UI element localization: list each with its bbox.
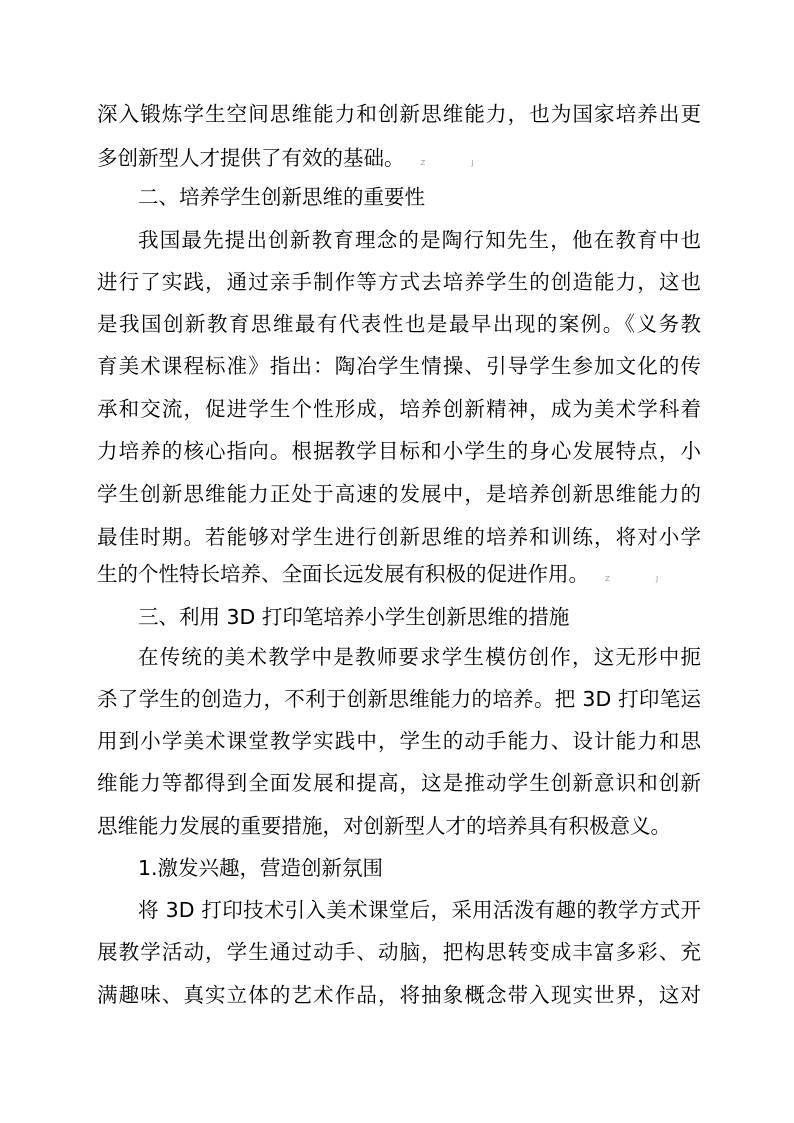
text-line: 承和交流，促进学生个性形成，培养创新精神，成为美术学科着	[97, 397, 701, 421]
text-line: 用到小学美术课堂教学实践中，学生的动手能力、设计能力和思	[97, 729, 701, 753]
text-line: 生的个性特长培养、全面长远发展有积极的促进作用。 Z J	[97, 562, 681, 586]
text-line: 是我国创新教育思维最有代表性也是最早出现的案例。《义务教	[97, 312, 701, 336]
text-line: 力培养的核心指向。根据教学目标和小学生的身心发展特点，小	[97, 439, 701, 463]
text-line: 在传统的美术教学中是教师要求学生模仿创作，这无形中扼	[138, 645, 701, 669]
section-heading: 二、培养学生创新思维的重要性	[138, 185, 425, 209]
text-line: 杀了学生的创造力，不利于创新思维能力的培养。把 3D 打印笔运	[97, 687, 701, 711]
subsection-heading: 1.激发兴趣，营造创新氛围	[138, 856, 384, 880]
text-line: 学生创新思维能力正处于高速的发展中，是培养创新思维能力的	[97, 482, 701, 506]
text-line: 维能力等都得到全面发展和提高，这是推动学生创新意识和创新	[97, 771, 701, 795]
section-heading: 三、利用 3D 打印笔培养小学生创新思维的措施	[138, 605, 570, 629]
text-line: 育美术课程标准》指出：陶冶学生情操、引导学生参加文化的传	[97, 354, 701, 378]
watermark-mark: Z J	[605, 575, 681, 583]
text-line: 多创新型人才提供了有效的基础。 Z J	[97, 146, 496, 170]
text-line: 进行了实践，通过亲手制作等方式去培养学生的创造能力，这也	[97, 270, 701, 294]
watermark-mark: Z J	[420, 159, 496, 167]
text-line: 深入锻炼学生空间思维能力和创新思维能力，也为国家培养出更	[97, 102, 701, 126]
text-line: 满趣味、真实立体的艺术作品，将抽象概念带入现实世界，这对	[97, 983, 701, 1007]
text-line: 思维能力发展的重要措施，对创新型人才的培养具有积极意义。	[97, 814, 671, 838]
text-line: 我国最先提出创新教育理念的是陶行知先生，他在教育中也	[138, 228, 701, 252]
text-line: 展教学活动，学生通过动手、动脑，把构思转变成丰富多彩、充	[97, 940, 701, 964]
text-line: 最佳时期。若能够对学生进行创新思维的培养和训练，将对小学	[97, 525, 701, 549]
text-line: 将 3D 打印技术引入美术课堂后，采用活泼有趣的教学方式开	[138, 898, 701, 922]
